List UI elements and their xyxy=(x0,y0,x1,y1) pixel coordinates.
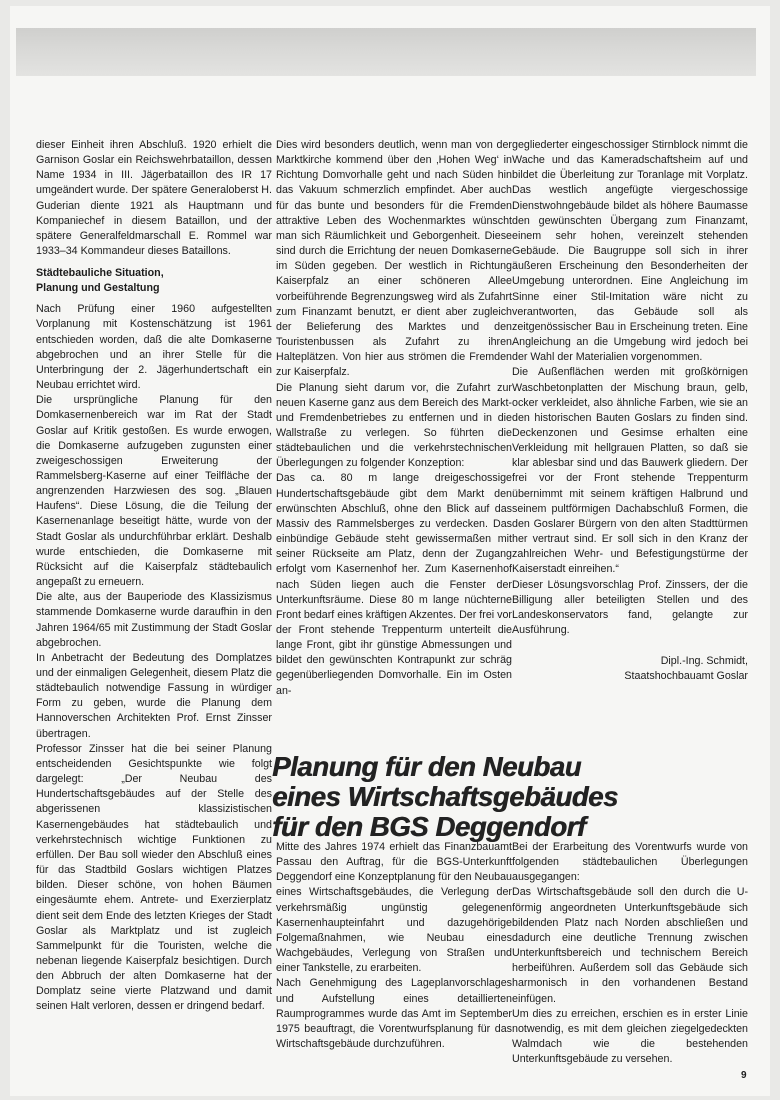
article2-column-2 xyxy=(512,840,748,1067)
subheading-line: Städtebauliche Situation, xyxy=(36,267,164,280)
article2-column-1 xyxy=(276,840,512,1052)
paragraph: Die Planung sieht darum vor, die Zufahrt zur neuen Kaserne ganz aus dem Bereich des Markt- und Fremdenbetriebes zu entfernen und in die Wallstraße zu verlegen. So führten die städtebaulichen und die verkehrstechnischen Überlegungen zu folgender Konzeption: xyxy=(276,381,512,470)
paragraph: gegliederter eingeschossiger Stirnblock nimmt die Wache und das Kameradschaftsheim auf und bildet die Überleitung zur Toranlage mit Vorplatz. Das westlich angefügte viergeschossige Dienstwohngebäude bildet als höhere Baumasse den gewünschten Übergang zum Finanzamt, einem sehr hohen, vereinzelt stehenden Gebäude. Die Baugruppe soll sich in ihrer äußeren Erscheinung den Besonderheiten der Umgebung unterordnen. Eine Angleichung im Sinne einer Stil-Imitation wäre nicht zu verantworten, das Gebäude soll als zeitgenössischer Bau in Erscheinung treten. Eine Angleichung an die Umgebung wird jedoch bei der Wahl der Materialien vorgenommen. xyxy=(512,139,748,364)
paragraph: Mitte des Jahres 1974 erhielt das Finanzbauamt Passau den Auftrag, für die BGS-Unterkunft Deggendorf eine Konzeptplanung für den Neubau eines Wirtschaftsgebäudes, die Verlegung der verkehrsmäßig ungünstig gelegenen Kasernenhaupteinfahrt und dazugehörige Folgemaßnahmen, wie Neubau eines Wachgebäudes, Verlegung von Straßen und einer Tankstelle, zu erarbeiten. xyxy=(276,841,512,975)
paragraph: Dies wird besonders deutlich, wenn man von der Marktkirche kommend über den ‚Hohen Weg‘ in Richtung Domvorhalle geht und nach Süden hin das Vakuum schmerzlich empfindet. Aber auch für das bunte und besonders für die Fremden attraktive Leben des Wochenmarktes wünscht man sich Räumlichkeit und Geborgenheit. Diese sind durch die Errichtung der neuen Domkaserne im Süden gegeben. Der westlich in Richtung Kaiserpfalz an einer schöneren Allee vorbeiführende Begrenzungsweg wird als Zufahrt zum Finanzamt benutzt, er dient aber zugleich der Belieferung des Marktes und den Touristenbussen als Zufahrt zu ihren Halteplätzen. Von hier aus strömen die Fremden zur Kaiserpfalz. xyxy=(276,139,512,379)
header-band xyxy=(16,28,756,76)
headline-line: eines Wirtschaftsgebäudes xyxy=(272,781,618,812)
article1-column-2 xyxy=(276,138,512,699)
headline-line: für den BGS Deggendorf xyxy=(272,811,586,842)
paragraph: dieser Einheit ihren Abschluß. 1920 erhielt die Garnison Goslar ein Reichswehrbataillon, dessen Name 1934 in III. Jägerbataillon des IR 17 umgeändert wurde. Der spätere Generaloberst H. Guderian diente 1921 als Hauptmann und Kompaniechef in diesem Bataillon, und der spätere Generalfeldmarschall E. Rommel war 1933–34 Kommandeur dieses Bataillons. xyxy=(36,139,272,258)
paragraph: Die ursprüngliche Planung für den Domkasernenbereich war im Rat der Stadt Goslar auf Kritik gestoßen. Es wurde erwogen, die Domkaserne aufzugeben zugunsten einer zweigeschossigen Erweiterung der Rammelsberg-Kaserne auf einer Teilfläche der angrenzenden Harzwiesen des sog. „Blauen Haufens“. Diese Lösung, die die Teilung der Kasernenanlage beseitigt hätte, wurde von der Stadt Goslar als undurchführbar erklärt. Deshalb wurde entschieden, die Domkaserne mit Rücksicht auf die Kaiserpfalz städtebaulich angepaßt zu erneuern. xyxy=(36,394,272,589)
paragraph: Bei der Erarbeitung des Vorentwurfs wurde von folgenden städtebaulichen Überlegungen ausgegangen: xyxy=(512,841,748,884)
article2-headline xyxy=(272,752,752,842)
author-signature xyxy=(512,654,748,684)
headline-line: Planung für den Neubau xyxy=(272,751,581,782)
signature-name: Dipl.-Ing. Schmidt, xyxy=(660,655,748,668)
paragraph: Nach Genehmigung des Lageplanvorschlages und Aufstellung eines detaillierten Raumprogrammes wurde das Amt im September 1975 beauftragt, die Vorentwurfsplanung für das Wirtschaftsgebäude durchzuführen. xyxy=(276,977,512,1051)
paragraph: Nach Prüfung einer 1960 aufgestellten Vorplanung mit Kostenschätzung ist 1961 entschieden worden, daß die alte Domkaserne abgebrochen und an ihrer Stelle für die Unterbringung der 2. Jägerhundertschaft ein Neubau errichtet wird. xyxy=(36,303,272,392)
paragraph: In Anbetracht der Bedeutung des Domplatzes und der einmaligen Gelegenheit, diesem Platz die städtebaulich notwendige Fassung in würdiger Form zu geben, wurde die Planung dem Hannoverschen Architekten Prof. Ernst Zinsser übertragen. xyxy=(36,651,272,740)
article1-column-1 xyxy=(36,138,272,1015)
paragraph: Das Wirtschaftsgebäude soll den durch die U-förmig angeordneten Unterkunftsgebäude sich bildenden Platz nach Norden abschließen und dadurch eine deutliche Trennung zwischen Unterkunftsbereich und technischem Bereich herbeiführen. Außerdem soll das Gebäude sich harmonisch in den vorhandenen Bestand einfügen. xyxy=(512,886,748,1005)
paragraph: Dieser Lösungsvorschlag Prof. Zinssers, der die Billigung aller beteiligten Stellen und des Landeskonservators fand, gelangte zur Ausführung. xyxy=(512,578,748,636)
page-number: 9 xyxy=(741,1070,747,1081)
paragraph: Die Außenflächen werden mit großkörnigen Waschbetonplatten der Mischung braun, gelb, ocker verkleidet, also ähnliche Farben, wie sie an den historischen Bauten Goslars zu finden sind. Deckenzonen und Gesimse erhalten eine Verkleidung mit hellgrauen Platten, so daß sie klar ablesbar sind und das Bauwerk gliedern. Der frei vor der Front stehende Treppenturm übernimmt mit seinem kräftigen Halbrund und seinem pultförmigen Dachabschluß Formen, die den Goslarer Bürgern von den alten Stadttürmen her vertraut sind. Er soll sich in den Kranz der zahlreichen Wehr- und Befestigungstürme der Kaiserstadt einreihen.“ xyxy=(512,366,748,576)
article1-column-3 xyxy=(512,138,748,684)
signature-office: Staatshochbauamt Goslar xyxy=(624,670,748,683)
paragraph: Die alte, aus der Bauperiode des Klassizismus stammende Domkaserne wurde daraufhin in den Jahren 1964/65 mit Zustimmung der Stadt Goslar abgebrochen. xyxy=(36,591,272,649)
subheading-line: Planung und Gestaltung xyxy=(36,282,160,295)
paragraph: Um dies zu erreichen, erschien es in erster Linie notwendig, es mit dem gleichen ziegelgedeckten Walmdach wie die bestehenden Unterkunftsgebäude zu versehen. xyxy=(512,1007,748,1066)
paragraph: Professor Zinsser hat die bei seiner Planung entscheidenden Gesichtspunkte wie folgt dargelegt: „Der Neubau des Hundertschaftsgebäudes auf der Stelle des abgerissenen klassizistischen Kasernengebäudes hat städtebaulich und verkehrstechnisch wichtige Funktionen zu erfüllen. Der Bau soll wieder den Abschluß eines für das Stadtbild Goslars wichtigen Platzes bilden. Dieser schöne, von hohen Bäumen eingesäumte ehem. Antrete- und Exerzierplatz dient seit dem Ende des letzten Krieges der Stadt Goslar als Marktplatz und ist zugleich Sammelpunkt für die Touristen, welche die nebenan liegende Kaiserpfalz besichtigen. Durch den Abbruch der alten Domkaserne hat der Domplatz seine vierte Platzwand und damit seinen Halt verloren, dessen er dringend bedarf. xyxy=(36,742,272,1013)
paragraph: Das ca. 80 m lange dreigeschossige Hundertschaftsgebäude gibt dem Markt den erwünschten Abschluß, ohne den Blick auf das Massiv des Rammelsberges zu verdecken. Das einbündige Gebäude steht gewissermaßen mit seiner Rückseite am Platz, denn der Zugang erfolgt vom Kasernenhof her. Zum Kasernenhof nach Süden liegen auch die Fenster der Unterkunftsräume. Diese 80 m lange nüchterne Front bedarf eines kräftigen Akzentes. Der frei vor der Front stehende Treppenturm unterteilt die lange Front, gibt ihr günstige Abmessungen und bildet den gewünschten Kontrapunkt zur schräg gegenüberliegenden Domvorhalle. Ein im Osten an- xyxy=(276,472,512,697)
section-subheading xyxy=(36,266,272,296)
